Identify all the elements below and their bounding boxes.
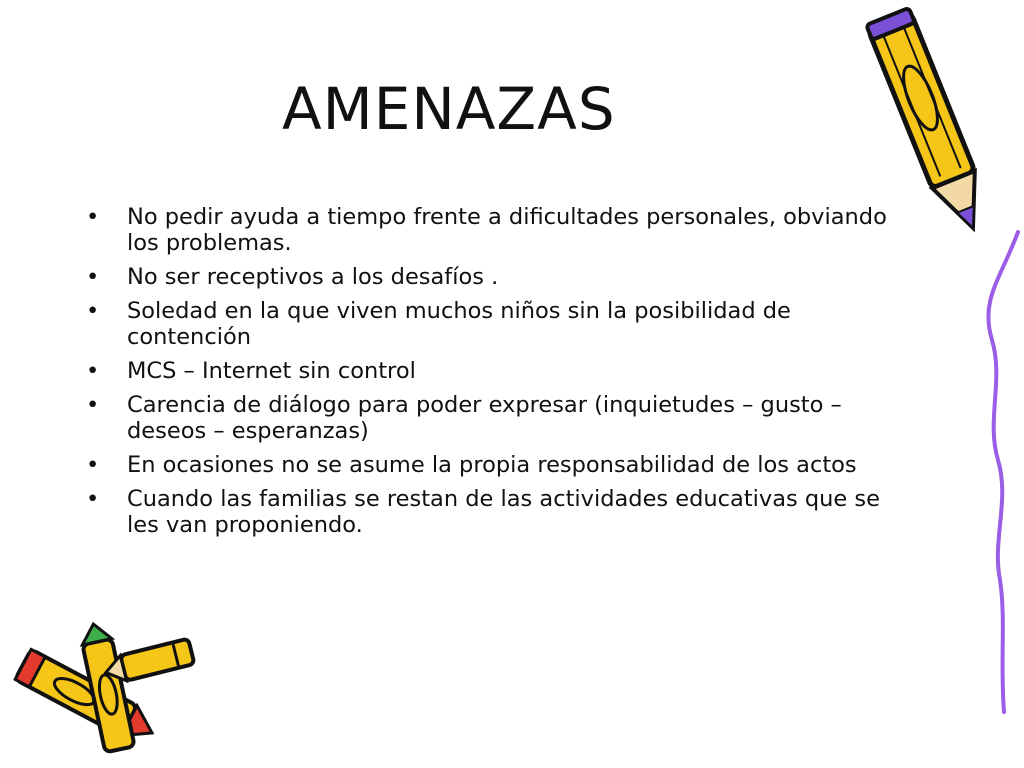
squiggle-path xyxy=(988,232,1018,712)
list-item xyxy=(86,452,906,478)
list-item xyxy=(86,358,906,384)
bullet-marker: • xyxy=(86,358,100,384)
list-item xyxy=(86,486,906,538)
bullet-text: MCS – Internet sin control xyxy=(127,358,416,384)
list-item xyxy=(86,392,906,444)
bullet-marker: • xyxy=(86,452,100,478)
bullet-text: Cuando las familias se restan de las actividades educativas que se les van proponiendo. xyxy=(127,486,880,538)
bullet-text: No ser receptivos a los desafíos . xyxy=(127,264,499,290)
bullet-marker: • xyxy=(86,392,100,418)
crayons-icon xyxy=(0,618,210,758)
bullet-list xyxy=(86,204,906,546)
bullet-marker: • xyxy=(86,264,100,290)
bullet-text: Carencia de diálogo para poder expresar (inquietudes – gusto – deseos – esperanzas) xyxy=(127,392,842,444)
list-item xyxy=(86,204,906,256)
bullet-text: No pedir ayuda a tiempo frente a dificultades personales, obviando los problemas. xyxy=(127,204,887,256)
slide-title: AMENAZAS xyxy=(282,75,616,143)
list-item xyxy=(86,264,906,290)
list-item xyxy=(86,298,906,350)
bullet-text: Soledad en la que viven muchos niños sin la posibilidad de contención xyxy=(127,298,791,350)
bullet-marker: • xyxy=(86,298,100,324)
bullet-text: En ocasiones no se asume la propia responsabilidad de los actos xyxy=(127,452,857,478)
pencil-icon xyxy=(858,4,1004,244)
bullet-marker: • xyxy=(86,486,100,512)
bullet-marker: • xyxy=(86,204,100,230)
